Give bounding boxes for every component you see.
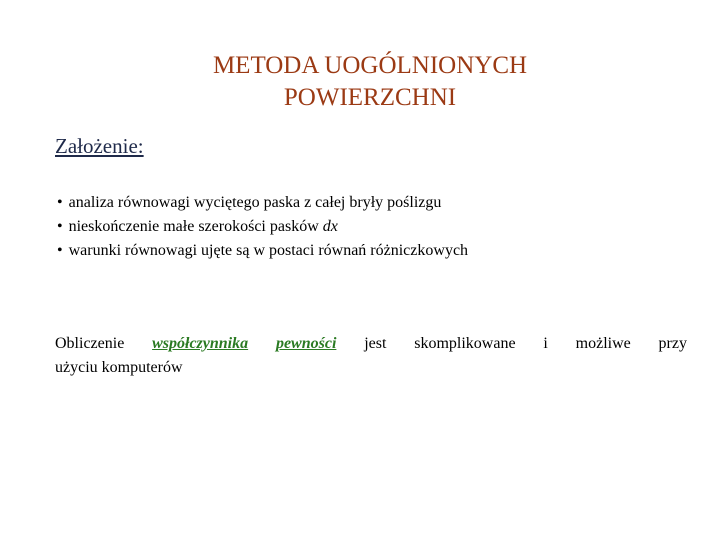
bullet-text: nieskończenie małe szerokości pasków	[68, 218, 323, 235]
word: przy	[658, 335, 687, 352]
assumption-list	[57, 191, 697, 263]
bullet-emphasis: dx	[322, 218, 338, 235]
conclusion-paragraph	[55, 332, 687, 380]
bullet-marker: •	[57, 194, 63, 211]
assumption-heading: Założenie:	[55, 134, 144, 158]
word: jest	[364, 335, 387, 352]
word: i	[543, 335, 548, 352]
word: Obliczenie	[55, 335, 125, 352]
word: skomplikowane	[414, 335, 516, 352]
title-line-2: POWIERZCHNI	[283, 84, 457, 111]
word: możliwe	[575, 335, 631, 352]
safety-factor-term: współczynnika	[152, 335, 249, 352]
bullet-text: warunki równowagi ujęte są w postaci równań różniczkowych	[68, 242, 469, 259]
slide-title	[120, 50, 620, 114]
list-item	[57, 191, 697, 215]
bullet-marker: •	[57, 218, 63, 235]
bullet-marker: •	[57, 242, 63, 259]
safety-factor-term-2: pewności	[275, 335, 337, 352]
list-item	[57, 215, 697, 239]
paragraph-line-2: użyciu komputerów	[55, 359, 183, 376]
paragraph-line-1	[55, 332, 687, 356]
bullet-text: analiza równowagi wyciętego paska z całej bryły poślizgu	[68, 194, 442, 211]
list-item	[57, 239, 697, 263]
title-line-1: METODA UOGÓLNIONYCH	[212, 52, 528, 79]
